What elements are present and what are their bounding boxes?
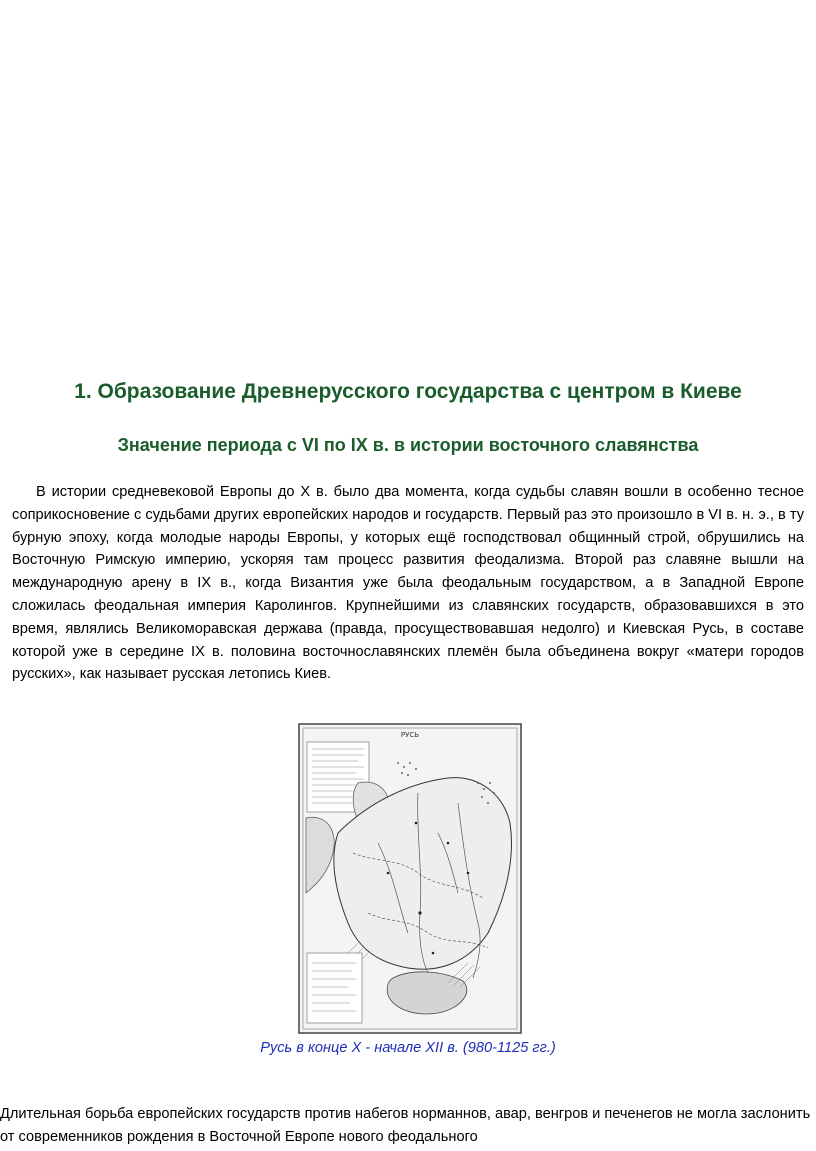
section-subtitle: Значение периода с VI по IX в. в истории восточного славянства <box>117 435 699 455</box>
footer-paragraph: Длительная борьба европейских государств против набегов норманнов, авар, венгров и печенегов не могла заслонить от современников рождения в Восточной Европе нового феодального <box>0 1106 811 1145</box>
figure-caption: Русь в конце X - начале XII в. (980-1125 гг.) <box>260 1040 556 1056</box>
map-title: РУСЬ <box>400 731 420 739</box>
body-paragraph: В истории средневековой Европы до X в. было два момента, когда судьбы славян вошли в особенно тесное соприкосновение с судьбами других европейских народов и государств. Первый раз это произошло в VI в. н. э., в ту бурную эпоху, когда молодые народы Европы, у которых ещё господствовал общинный строй, обрушились на Восточную Римскую империю, ускоряя там процесс развития феодализма. Второй раз славяне вышли на международную арену в IX в., когда Византия уже была феодальным государством, а в Западной Европе сложилась феодальная империя Каролингов. Крупнейшими из славянских государств, образовавшихся в это время, являлись Великоморавская держава (правда, просуществовавшая недолго) и Киевская Русь, в составе которой уже в середине IX в. половина восточнославянских племён была объединена вокруг «матери городов русских», как называет русская летопись Киев. <box>12 484 804 683</box>
section-title: 1. Образование Древнерусского государства с центром в Киеве <box>74 380 742 403</box>
map-figure <box>298 723 522 1034</box>
map-image <box>298 723 522 1034</box>
